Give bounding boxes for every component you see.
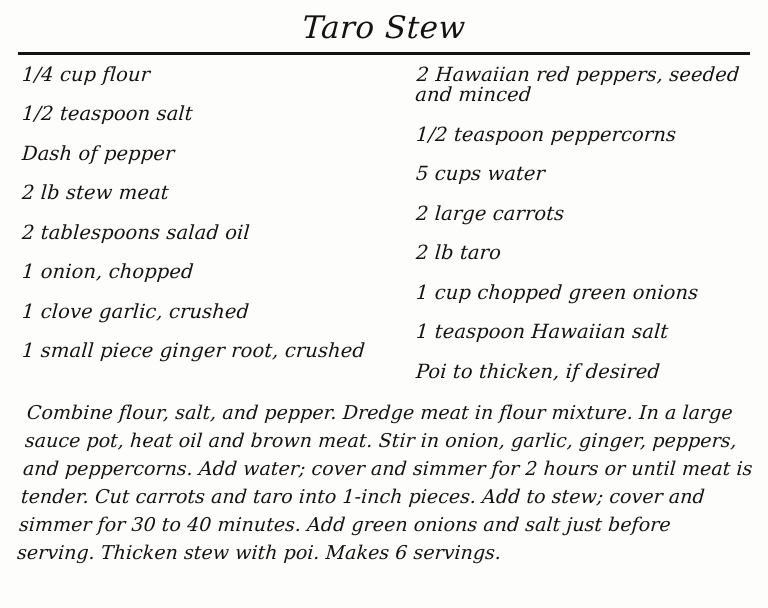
list-item: 1 cup chopped green onions: [415, 280, 700, 304]
list-item: 2 Hawaiian red peppers, seeded and minced: [414, 63, 741, 107]
list-item: 1/2 teaspoon peppercorns: [415, 122, 677, 146]
list-item: 1 clove garlic, crushed: [21, 299, 251, 323]
ingredients-column-left: [18, 65, 390, 381]
title-divider: [18, 52, 750, 55]
ingredients-column-right: [390, 65, 750, 401]
ingredients-section: [18, 65, 750, 403]
list-item: 1 teaspoon Hawaiian salt: [415, 320, 670, 344]
list-item: 2 large carrots: [415, 201, 566, 225]
page-title: Taro Stew: [301, 10, 467, 46]
list-item: 2 lb stew meat: [21, 181, 170, 205]
list-item: 1/4 cup flour: [21, 63, 151, 86]
list-item: 2 tablespoons salad oil: [21, 220, 251, 244]
list-item: Dash of pepper: [21, 141, 176, 165]
list-item: 2 lb taro: [415, 241, 502, 265]
list-item: 1 small piece ginger root, crushed: [21, 339, 366, 363]
list-item: 5 cups water: [415, 162, 546, 186]
list-item: 1 onion, chopped: [21, 260, 195, 284]
list-item: Poi to thicken, if desired: [415, 359, 661, 383]
list-item: 1/2 teaspoon salt: [21, 102, 194, 126]
directions-text: Combine flour, salt, and pepper. Dredge meat in flour mixture. In a large sauce pot, heat oil and brown meat. Stir in onion, garlic, ginger, peppers, and peppercorns. Add water; cover and simmer for 2 hours or until meat is tender. Cut carrots and taro into 1-inch pieces. Add to stew; cover and simmer for 30 to 40 minutes. Add green onions and salt just before serving. Thicken stew with poi. Makes 6 servings.: [16, 402, 754, 564]
